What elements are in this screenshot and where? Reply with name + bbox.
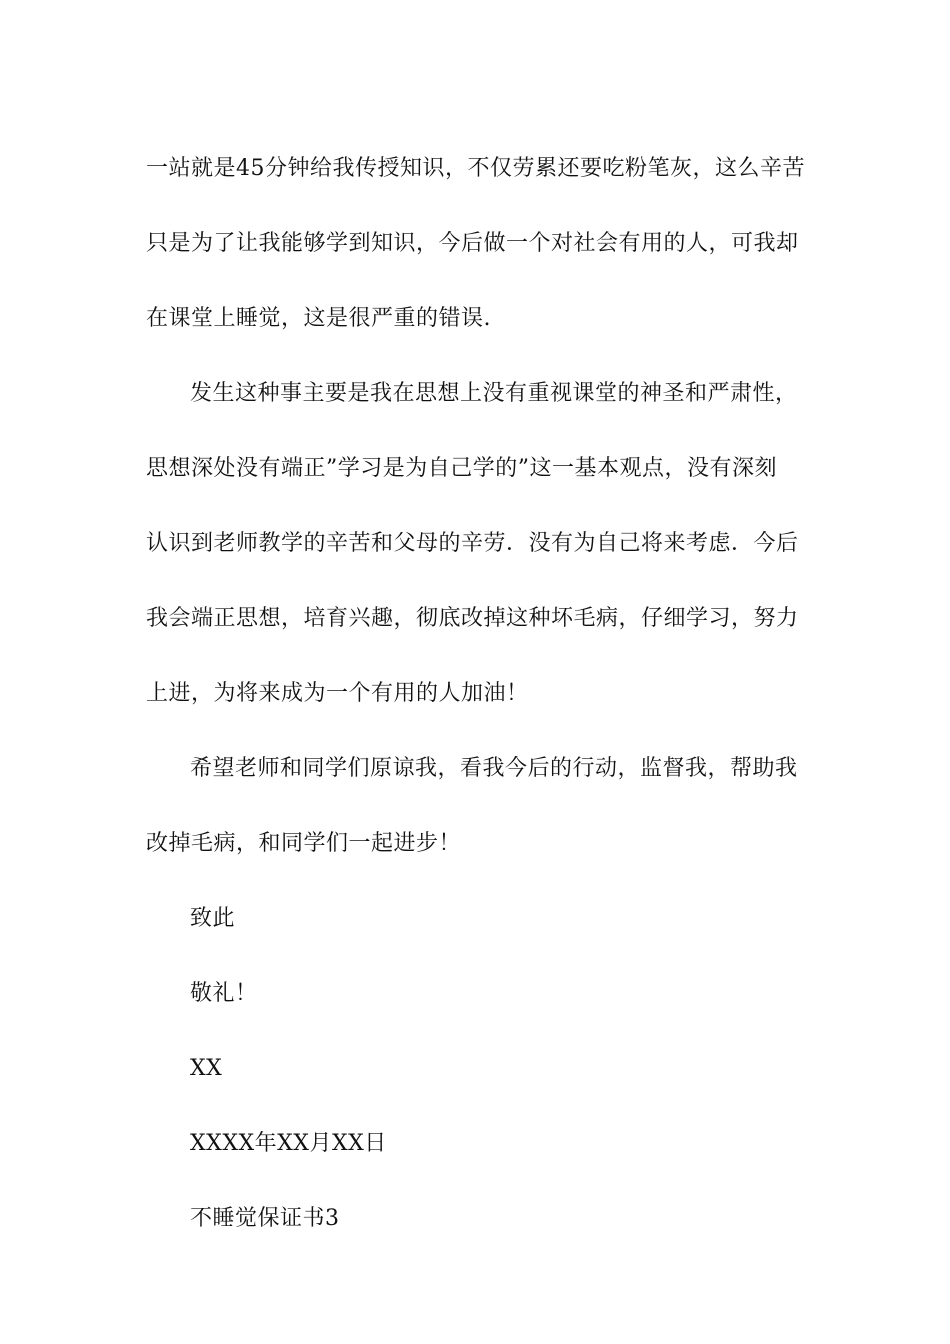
date: XXXX年XX月XX日 (190, 1131, 387, 1156)
text-line: 在课堂上睡觉，这是很严重的错误. (146, 306, 491, 331)
paragraph-1 (146, 131, 806, 356)
text-line: 一站就是45分钟给我传授知识，不仅劳累还要吃粉笔灰，这么辛苦 (146, 156, 805, 181)
text-line: 发生这种事主要是我在思想上没有重视课堂的神圣和严肃性， (190, 381, 798, 406)
closing-block (146, 881, 806, 1256)
signature: XX (190, 1056, 223, 1081)
text-line: 思想深处没有端正”学习是为自己学的”这一基本观点，没有深刻 (146, 456, 777, 481)
text-line: 我会端正思想，培育兴趣，彻底改掉这种坏毛病，仔细学习，努力 (146, 606, 799, 631)
text-line: 改掉毛病，和同学们一起进步！ (146, 831, 462, 856)
text-line: 认识到老师教学的辛苦和父母的辛劳．没有为自己将来考虑．今后 (146, 531, 799, 556)
text-line: 上进，为将来成为一个有用的人加油！ (146, 681, 529, 706)
text-line: 希望老师和同学们原谅我，看我今后的行动，监督我，帮助我 (190, 756, 798, 781)
salutation: 致此 (190, 906, 236, 931)
paragraph-2 (146, 356, 806, 731)
document-body (146, 131, 806, 1256)
text-line: 只是为了让我能够学到知识，今后做一个对社会有用的人，可我却 (146, 231, 799, 256)
paragraph-3 (146, 731, 806, 881)
next-section-title: 不睡觉保证书3 (190, 1206, 340, 1231)
regards: 敬礼！ (190, 981, 258, 1006)
